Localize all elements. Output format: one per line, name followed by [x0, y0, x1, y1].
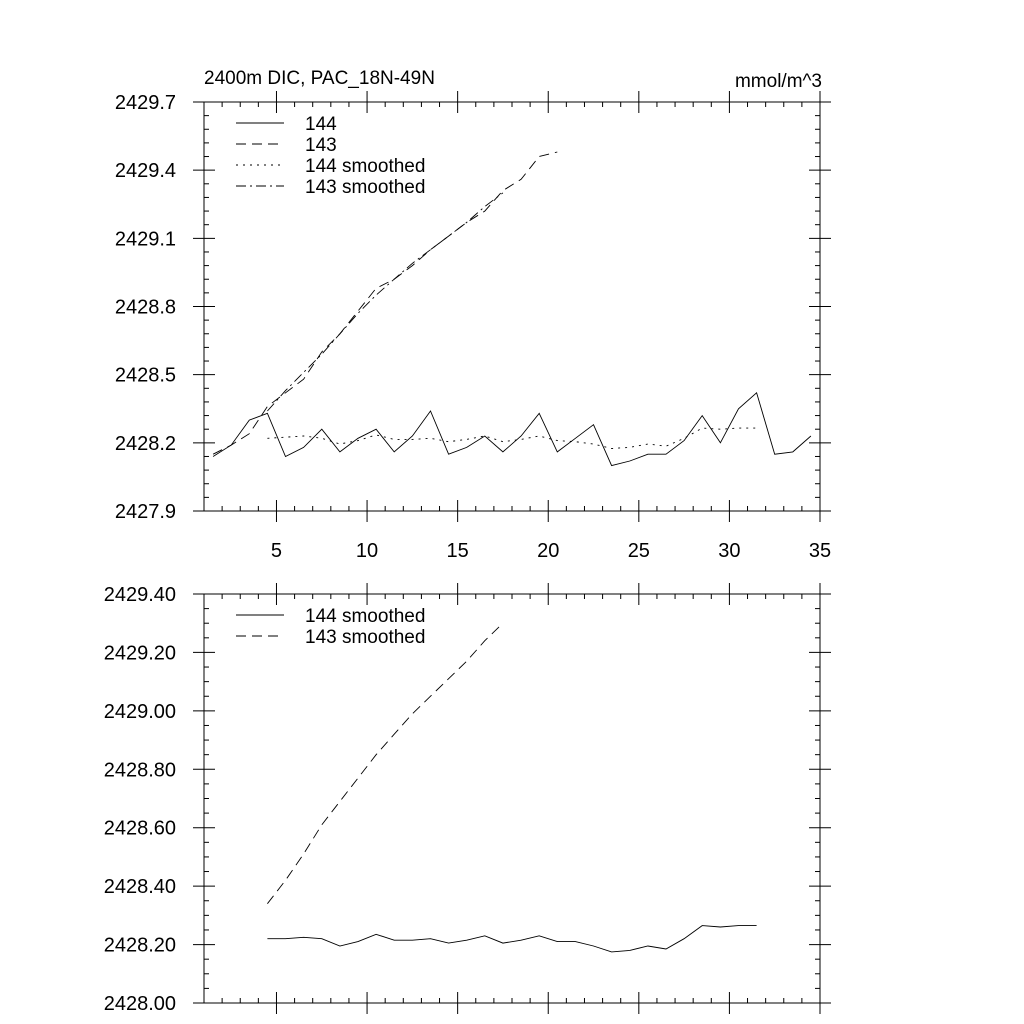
series-line-144: [213, 393, 811, 466]
y-tick-label: 2428.5: [114, 364, 176, 387]
y-tick-label: 2428.40: [103, 876, 176, 899]
x-tick-label: 20: [537, 540, 560, 562]
x-tick-label: 25: [627, 540, 650, 562]
legend-label: 143: [305, 135, 337, 156]
y-tick-label: 2429.4: [114, 160, 176, 183]
x-tick-label: 35: [808, 540, 832, 562]
y-tick-label: 2428.00: [103, 993, 176, 1015]
series-line-143-smoothed: [267, 193, 503, 411]
legend-label: 143 smoothed: [305, 627, 426, 648]
series-line-143-smoothed: [267, 623, 503, 904]
y-tick-label: 2429.7: [114, 92, 176, 114]
bottom-panel: [104, 583, 831, 1015]
y-tick-label: 2428.80: [103, 759, 176, 782]
top-panel: [115, 91, 831, 562]
chart-units: mmol/m^3: [734, 71, 822, 92]
y-tick-label: 2428.20: [103, 934, 176, 957]
x-tick-label: 15: [446, 540, 469, 562]
legend-label: 144: [305, 114, 337, 135]
x-tick-label: 30: [718, 540, 741, 562]
legend-label: 144 smoothed: [305, 606, 426, 627]
y-tick-label: 2429.20: [103, 642, 176, 665]
y-tick-label: 2429.00: [103, 700, 176, 723]
legend-label: 143 smoothed: [305, 177, 426, 198]
y-tick-label: 2428.8: [114, 296, 176, 319]
series-line-144-smoothed: [267, 428, 756, 448]
y-tick-label: 2429.1: [114, 228, 176, 251]
chart-title: 2400m DIC, PAC_18N-49N: [204, 68, 435, 89]
legend-label: 144 smoothed: [305, 156, 426, 177]
y-tick-label: 2428.2: [114, 432, 176, 455]
y-tick-label: 2427.9: [114, 501, 176, 523]
x-tick-label: 10: [355, 540, 379, 562]
series-line-144-smoothed: [267, 926, 756, 952]
plot-frame: [204, 102, 820, 511]
y-tick-label: 2429.40: [103, 584, 176, 606]
y-tick-label: 2428.60: [103, 817, 176, 840]
x-tick-label: 5: [270, 540, 283, 562]
